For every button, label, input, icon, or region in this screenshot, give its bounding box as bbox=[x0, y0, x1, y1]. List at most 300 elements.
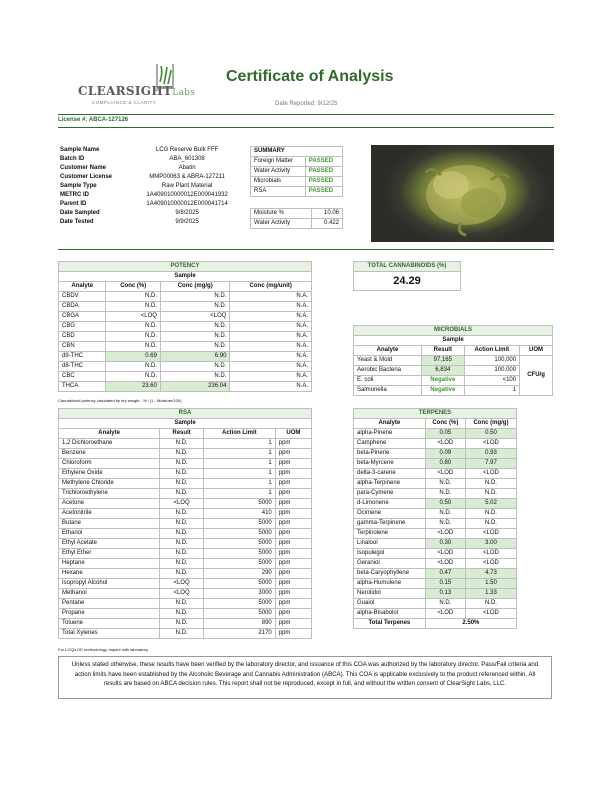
potency-row bbox=[59, 302, 312, 312]
conc-mg-g: 1.50 bbox=[465, 579, 516, 589]
page-title: Certificate of Analysis bbox=[226, 68, 394, 85]
conc-mg-unit: N.A. bbox=[230, 322, 312, 332]
sample-info-value: MMP00063 & ABRA-127211 bbox=[149, 174, 225, 180]
header-divider bbox=[58, 114, 554, 115]
potency-row bbox=[59, 362, 312, 372]
analyte-name: beta-Myrcene bbox=[354, 459, 426, 469]
potency-sample-label: Sample bbox=[59, 272, 312, 282]
sample-info-value: 1A409010000012E000041932 bbox=[146, 192, 228, 198]
potency-row bbox=[59, 342, 312, 352]
moisture-value: 10.06 bbox=[311, 209, 342, 219]
conc-mg-g: N.D. bbox=[465, 479, 516, 489]
analyte-name: Nerolidol bbox=[354, 589, 426, 599]
summary-table bbox=[250, 146, 343, 197]
conc-mg-g: N.D. bbox=[160, 342, 229, 352]
analyte-name: E. coli bbox=[354, 376, 422, 386]
rsa-result: N.D. bbox=[160, 529, 204, 539]
uom: ppm bbox=[275, 569, 311, 579]
section-divider bbox=[58, 249, 554, 250]
rsa-result: N.D. bbox=[160, 519, 204, 529]
analyte-name: para-Cymene bbox=[354, 489, 426, 499]
summary-row bbox=[251, 167, 343, 177]
conc-mg-g: 0.93 bbox=[465, 449, 516, 459]
conc-mg-unit: N.A. bbox=[230, 372, 312, 382]
rsa-row bbox=[59, 499, 312, 509]
conc-mg-g: <LOD bbox=[465, 549, 516, 559]
conc-percent: <LOD bbox=[425, 469, 465, 479]
terpene-row bbox=[354, 429, 517, 439]
rsa-row bbox=[59, 579, 312, 589]
action-limit: 5000 bbox=[203, 499, 275, 509]
microbial-result: Negative bbox=[421, 376, 464, 386]
analyte-name: Terpinolene bbox=[354, 529, 426, 539]
terpenes-title: TERPENES bbox=[354, 409, 517, 419]
conc-mg-unit: N.A. bbox=[230, 382, 312, 392]
conc-percent: 0.05 bbox=[425, 429, 465, 439]
sample-info-row bbox=[57, 164, 243, 173]
rsa-row bbox=[59, 479, 312, 489]
potency-row bbox=[59, 292, 312, 302]
conc-percent: N.D. bbox=[106, 302, 161, 312]
analyte-name: Ethyl Acetate bbox=[59, 539, 160, 549]
analyte-name: Heptane bbox=[59, 559, 160, 569]
conc-mg-g: N.D. bbox=[465, 509, 516, 519]
logo bbox=[78, 62, 196, 108]
uom: ppm bbox=[275, 459, 311, 469]
analyte-name: Toluene bbox=[59, 619, 160, 629]
rsa-row bbox=[59, 609, 312, 619]
conc-mg-g: 4.73 bbox=[465, 569, 516, 579]
total-cannabinoids-title: TOTAL CANNABINOIDS (%) bbox=[354, 262, 461, 272]
terpenes-total-value: 2.50% bbox=[425, 619, 516, 629]
terpene-row bbox=[354, 459, 517, 469]
analyte-name: Isopulegol bbox=[354, 549, 426, 559]
terpene-row bbox=[354, 519, 517, 529]
summary-label: Microbials bbox=[251, 177, 306, 187]
analyte-name: Ethyl Ether bbox=[59, 549, 160, 559]
conc-mg-g: <LOD bbox=[465, 439, 516, 449]
analyte-name: Yeast & Mold bbox=[354, 356, 422, 366]
potency-title: POTENCY bbox=[59, 262, 312, 272]
conc-mg-unit: N.A. bbox=[230, 342, 312, 352]
conc-percent: <LOD bbox=[425, 559, 465, 569]
uom: ppm bbox=[275, 489, 311, 499]
rsa-result: N.D. bbox=[160, 509, 204, 519]
conc-percent: 0.69 bbox=[106, 352, 161, 362]
conc-percent: N.D. bbox=[106, 362, 161, 372]
moisture-row bbox=[251, 209, 343, 219]
analyte-name: Trichloroethylene bbox=[59, 489, 160, 499]
conc-mg-g: <LOD bbox=[465, 469, 516, 479]
action-limit: 5000 bbox=[203, 609, 275, 619]
conc-percent: N.D. bbox=[425, 519, 465, 529]
license-number: License #: ABCA-127126 bbox=[58, 117, 129, 123]
terpene-row bbox=[354, 509, 517, 519]
uom: ppm bbox=[275, 439, 311, 449]
summary-label: RSA bbox=[251, 187, 306, 197]
rsa-result: N.D. bbox=[160, 539, 204, 549]
terpenes-total-label: Total Terpenes bbox=[354, 619, 426, 629]
rsa-row bbox=[59, 619, 312, 629]
analyte-name: alpha-Pinene bbox=[354, 429, 426, 439]
column-header: Action Limit bbox=[464, 346, 520, 356]
action-limit: 5000 bbox=[203, 529, 275, 539]
summary-status: PASSED bbox=[305, 187, 342, 197]
action-limit: 1 bbox=[203, 489, 275, 499]
terpenes-total-row bbox=[354, 619, 517, 629]
rsa-sample-label: Sample bbox=[59, 419, 312, 429]
microbial-result: 97,165 bbox=[421, 356, 464, 366]
conc-mg-g: N.D. bbox=[160, 292, 229, 302]
analyte-name: CBD bbox=[59, 332, 106, 342]
conc-mg-g: N.D. bbox=[160, 322, 229, 332]
conc-percent: <LOD bbox=[425, 439, 465, 449]
disclaimer bbox=[58, 656, 552, 699]
analyte-name: d-Limonene bbox=[354, 499, 426, 509]
uom: ppm bbox=[275, 589, 311, 599]
rsa-result: N.D. bbox=[160, 569, 204, 579]
analyte-name: alpha-Terpinene bbox=[354, 479, 426, 489]
sample-info-label: Customer License bbox=[60, 174, 113, 180]
terpene-row bbox=[354, 529, 517, 539]
rsa-row bbox=[59, 439, 312, 449]
sample-info-row bbox=[57, 173, 243, 182]
logo-labs: Labs bbox=[172, 88, 196, 98]
rsa-row bbox=[59, 599, 312, 609]
conc-mg-g: 0.50 bbox=[465, 429, 516, 439]
conc-mg-g: N.D. bbox=[465, 489, 516, 499]
conc-mg-g: 5.02 bbox=[465, 499, 516, 509]
conc-percent: <LOQ bbox=[106, 312, 161, 322]
total-cannabinoids-table bbox=[353, 261, 461, 291]
microbials-sample-label: Sample bbox=[354, 336, 553, 346]
conc-mg-g: N.D. bbox=[160, 302, 229, 312]
moisture-label: Water Activity bbox=[251, 219, 312, 229]
terpene-row bbox=[354, 449, 517, 459]
potency-row bbox=[59, 372, 312, 382]
action-limit: 890 bbox=[203, 619, 275, 629]
rsa-row bbox=[59, 529, 312, 539]
analyte-name: Camphene bbox=[354, 439, 426, 449]
summary-row bbox=[251, 157, 343, 167]
rsa-header-row bbox=[59, 429, 312, 439]
column-header: Conc (mg/g) bbox=[465, 419, 516, 429]
rsa-result: N.D. bbox=[160, 549, 204, 559]
sample-info-label: Customer Name bbox=[60, 165, 107, 171]
sample-info-value: 1A409010000012E000041714 bbox=[146, 201, 228, 207]
conc-mg-g: N.D. bbox=[160, 332, 229, 342]
conc-percent: N.D. bbox=[106, 342, 161, 352]
moisture-label: Moisture % bbox=[251, 209, 312, 219]
conc-mg-g: N.D. bbox=[465, 519, 516, 529]
uom: ppm bbox=[275, 449, 311, 459]
moisture-row bbox=[251, 219, 343, 229]
conc-mg-g: 1.33 bbox=[465, 589, 516, 599]
rsa-result: N.D. bbox=[160, 619, 204, 629]
rsa-result: N.D. bbox=[160, 449, 204, 459]
analyte-name: Total Xylenes bbox=[59, 629, 160, 639]
analyte-name: d9-THC bbox=[59, 352, 106, 362]
terpenes-header-row bbox=[354, 419, 517, 429]
conc-percent: N.D. bbox=[425, 479, 465, 489]
column-header: Analyte bbox=[354, 419, 426, 429]
rsa-result: <LOQ bbox=[160, 579, 204, 589]
microbial-result: 6,834 bbox=[421, 366, 464, 376]
rsa-row bbox=[59, 489, 312, 499]
conc-percent: 0.15 bbox=[425, 579, 465, 589]
rsa-result: <LOQ bbox=[160, 589, 204, 599]
uom: ppm bbox=[275, 539, 311, 549]
column-header: UOM bbox=[275, 429, 311, 439]
analyte-name: Methanol bbox=[59, 589, 160, 599]
conc-mg-g: N.D. bbox=[160, 362, 229, 372]
sample-info-label: Sample Type bbox=[60, 183, 97, 189]
uom: ppm bbox=[275, 619, 311, 629]
action-limit: 5000 bbox=[203, 539, 275, 549]
rsa-table bbox=[58, 408, 312, 639]
terpene-row bbox=[354, 609, 517, 619]
microbial-result: Negative bbox=[421, 386, 464, 396]
action-limit: 5000 bbox=[203, 579, 275, 589]
terpene-row bbox=[354, 539, 517, 549]
sample-info-value: Raw Plant Material bbox=[161, 183, 213, 189]
uom: ppm bbox=[275, 499, 311, 509]
column-header: Analyte bbox=[354, 346, 422, 356]
uom: ppm bbox=[275, 559, 311, 569]
column-header: Analyte bbox=[59, 429, 160, 439]
column-header: Conc (%) bbox=[106, 282, 161, 292]
column-header: Analyte bbox=[59, 282, 106, 292]
conc-mg-unit: N.A. bbox=[230, 312, 312, 322]
conc-percent: <LOD bbox=[425, 529, 465, 539]
microbials-title: MICROBIALS bbox=[354, 326, 553, 336]
uom: ppm bbox=[275, 469, 311, 479]
action-limit: 1 bbox=[203, 479, 275, 489]
rsa-row bbox=[59, 569, 312, 579]
uom: ppm bbox=[275, 479, 311, 489]
rsa-note: For LOQ/LOD methodology, inquire with laboratory bbox=[58, 647, 148, 652]
rsa-result: N.D. bbox=[160, 479, 204, 489]
rsa-result: N.D. bbox=[160, 559, 204, 569]
conc-percent: 23.60 bbox=[106, 382, 161, 392]
analyte-name: Ethanol bbox=[59, 529, 160, 539]
rsa-row bbox=[59, 519, 312, 529]
summary-row bbox=[251, 187, 343, 197]
terpene-row bbox=[354, 569, 517, 579]
terpene-row bbox=[354, 589, 517, 599]
terpenes-table bbox=[353, 408, 517, 629]
uom: ppm bbox=[275, 519, 311, 529]
potency-table bbox=[58, 261, 312, 392]
conc-mg-unit: N.A. bbox=[230, 352, 312, 362]
column-header: Action Limit bbox=[203, 429, 275, 439]
conc-mg-g: <LOD bbox=[465, 609, 516, 619]
sample-info-label: Batch ID bbox=[60, 156, 85, 162]
analyte-name: Geraniol bbox=[354, 559, 426, 569]
analyte-name: Benzene bbox=[59, 449, 160, 459]
conc-percent: <LOD bbox=[425, 549, 465, 559]
moisture-table bbox=[250, 208, 343, 229]
conc-mg-unit: N.A. bbox=[230, 362, 312, 372]
sample-info-value: LCG Reserve Bulk FFF bbox=[155, 147, 219, 153]
sample-info-table bbox=[57, 146, 243, 227]
column-header: Result bbox=[421, 346, 464, 356]
analyte-name: Butane bbox=[59, 519, 160, 529]
microbial-uom: CFU/g bbox=[520, 356, 553, 396]
potency-row bbox=[59, 382, 312, 392]
sample-info-row bbox=[57, 200, 243, 209]
rsa-row bbox=[59, 539, 312, 549]
analyte-name: gamma-Terpinene bbox=[354, 519, 426, 529]
action-limit: 5000 bbox=[203, 559, 275, 569]
action-limit: 100,000 bbox=[464, 366, 520, 376]
summary-title: SUMMARY bbox=[251, 147, 343, 157]
conc-percent: N.D. bbox=[425, 489, 465, 499]
analyte-name: beta-Caryophyllene bbox=[354, 569, 426, 579]
rsa-title: RSA bbox=[59, 409, 312, 419]
rsa-result: N.D. bbox=[160, 459, 204, 469]
sample-info-row bbox=[57, 182, 243, 191]
terpene-row bbox=[354, 549, 517, 559]
logo-name: CLEARSIGHT bbox=[78, 84, 173, 98]
rsa-result: N.D. bbox=[160, 609, 204, 619]
microbials-table bbox=[353, 325, 553, 396]
conc-percent: N.D. bbox=[106, 332, 161, 342]
conc-percent: N.D. bbox=[106, 322, 161, 332]
column-header: UOM bbox=[520, 346, 553, 356]
analyte-name: 1,2 Dichloroethane bbox=[59, 439, 160, 449]
analyte-name: Hexane bbox=[59, 569, 160, 579]
action-limit: 1 bbox=[203, 459, 275, 469]
terpene-row bbox=[354, 579, 517, 589]
sample-photo bbox=[371, 145, 554, 242]
analyte-name: Propane bbox=[59, 609, 160, 619]
conc-percent: <LOD bbox=[425, 609, 465, 619]
action-limit: 5000 bbox=[203, 549, 275, 559]
analyte-name: beta-Pinene bbox=[354, 449, 426, 459]
rsa-row bbox=[59, 629, 312, 639]
conc-percent: 0.47 bbox=[425, 569, 465, 579]
sample-info-row bbox=[57, 146, 243, 155]
sample-info-value: 9/8/2025 bbox=[175, 210, 199, 216]
date-reported: Date Reported: 9/12/25 bbox=[275, 101, 338, 107]
summary-status: PASSED bbox=[305, 157, 342, 167]
conc-percent: 0.09 bbox=[425, 449, 465, 459]
analyte-name: Ocimene bbox=[354, 509, 426, 519]
sample-info-row bbox=[57, 218, 243, 227]
summary-status: PASSED bbox=[305, 177, 342, 187]
terpene-row bbox=[354, 439, 517, 449]
analyte-name: Isopropyl Alcohol bbox=[59, 579, 160, 589]
sample-info-value: 9/9/2025 bbox=[175, 219, 199, 225]
conc-percent: N.D. bbox=[425, 509, 465, 519]
microbials-header-row bbox=[354, 346, 553, 356]
rsa-result: N.D. bbox=[160, 469, 204, 479]
action-limit: 1 bbox=[203, 449, 275, 459]
summary-label: Foreign Matter bbox=[251, 157, 306, 167]
terpene-row bbox=[354, 599, 517, 609]
analyte-name: CBDV bbox=[59, 292, 106, 302]
conc-mg-g: <LOD bbox=[465, 529, 516, 539]
action-limit: 2170 bbox=[203, 629, 275, 639]
microbials-row bbox=[354, 356, 553, 366]
potency-header-row bbox=[59, 282, 312, 292]
conc-mg-g: 7.97 bbox=[465, 459, 516, 469]
uom: ppm bbox=[275, 599, 311, 609]
rsa-row bbox=[59, 459, 312, 469]
potency-row bbox=[59, 322, 312, 332]
sample-info-row bbox=[57, 209, 243, 218]
conc-mg-unit: N.A. bbox=[230, 292, 312, 302]
sample-info-value: Abatin bbox=[178, 165, 196, 171]
analyte-name: Methylene Chloride bbox=[59, 479, 160, 489]
conc-mg-g: <LOQ bbox=[160, 312, 229, 322]
action-limit: 1 bbox=[203, 469, 275, 479]
rsa-row bbox=[59, 509, 312, 519]
uom: ppm bbox=[275, 629, 311, 639]
rsa-row bbox=[59, 549, 312, 559]
conc-percent: N.D. bbox=[106, 292, 161, 302]
action-limit: 5000 bbox=[203, 519, 275, 529]
summary-row bbox=[251, 177, 343, 187]
conc-mg-unit: N.A. bbox=[230, 332, 312, 342]
sample-info-value: ABA_601308 bbox=[169, 156, 205, 162]
logo-tagline: COMPLIANCE & CLARITY bbox=[92, 100, 157, 105]
disclaimer-text: Unless stated otherwise, these results have been verified by the laboratory director, and issuance of this COA was authorized by the laboratory director. Pass/Fail criteria and action limits have been established by the Alcoholic Beverage and Cannabis Administration (ABCA). This COA is applicable exclusively to the product referenced within. All results are based on ABCA decision rules. This report shall not be reproduced, except in full, and without the written consent of ClearSight Labs, LLC. bbox=[71, 661, 539, 688]
license-divider bbox=[58, 127, 554, 128]
terpene-row bbox=[354, 469, 517, 479]
terpene-row bbox=[354, 489, 517, 499]
moisture-value: 0.422 bbox=[311, 219, 342, 229]
conc-percent: 0.50 bbox=[425, 499, 465, 509]
rsa-result: N.D. bbox=[160, 439, 204, 449]
potency-row bbox=[59, 312, 312, 322]
sample-info-row bbox=[57, 191, 243, 200]
potency-note: Cannabinoid potency calculated by dry weight - % / (1 - Moisture/100) bbox=[58, 398, 182, 403]
analyte-name: Pentane bbox=[59, 599, 160, 609]
uom: ppm bbox=[275, 549, 311, 559]
conc-mg-g: 6.90 bbox=[160, 352, 229, 362]
conc-mg-g: <LOD bbox=[465, 559, 516, 569]
conc-percent: 0.80 bbox=[425, 459, 465, 469]
sample-info-row bbox=[57, 155, 243, 164]
conc-percent: N.D. bbox=[106, 372, 161, 382]
conc-mg-g: N.D. bbox=[465, 599, 516, 609]
analyte-name: Linalool bbox=[354, 539, 426, 549]
column-header: Conc (%) bbox=[425, 419, 465, 429]
analyte-name: d8-THC bbox=[59, 362, 106, 372]
uom: ppm bbox=[275, 509, 311, 519]
rsa-row bbox=[59, 559, 312, 569]
analyte-name: CBGA bbox=[59, 312, 106, 322]
rsa-result: <LOQ bbox=[160, 499, 204, 509]
potency-row bbox=[59, 352, 312, 362]
sample-info-label: Sample Name bbox=[60, 147, 100, 153]
analyte-name: Chloroform bbox=[59, 459, 160, 469]
analyte-name: Salmonella bbox=[354, 386, 422, 396]
action-limit: 1 bbox=[464, 386, 520, 396]
uom: ppm bbox=[275, 579, 311, 589]
conc-mg-g: 236.04 bbox=[160, 382, 229, 392]
action-limit: 5000 bbox=[203, 599, 275, 609]
sample-info-label: Parent ID bbox=[60, 201, 87, 207]
analyte-name: alpha-Humulene bbox=[354, 579, 426, 589]
rsa-row bbox=[59, 449, 312, 459]
analyte-name: Guaiol bbox=[354, 599, 426, 609]
analyte-name: CBG bbox=[59, 322, 106, 332]
rsa-result: N.D. bbox=[160, 629, 204, 639]
analyte-name: CBDA bbox=[59, 302, 106, 312]
